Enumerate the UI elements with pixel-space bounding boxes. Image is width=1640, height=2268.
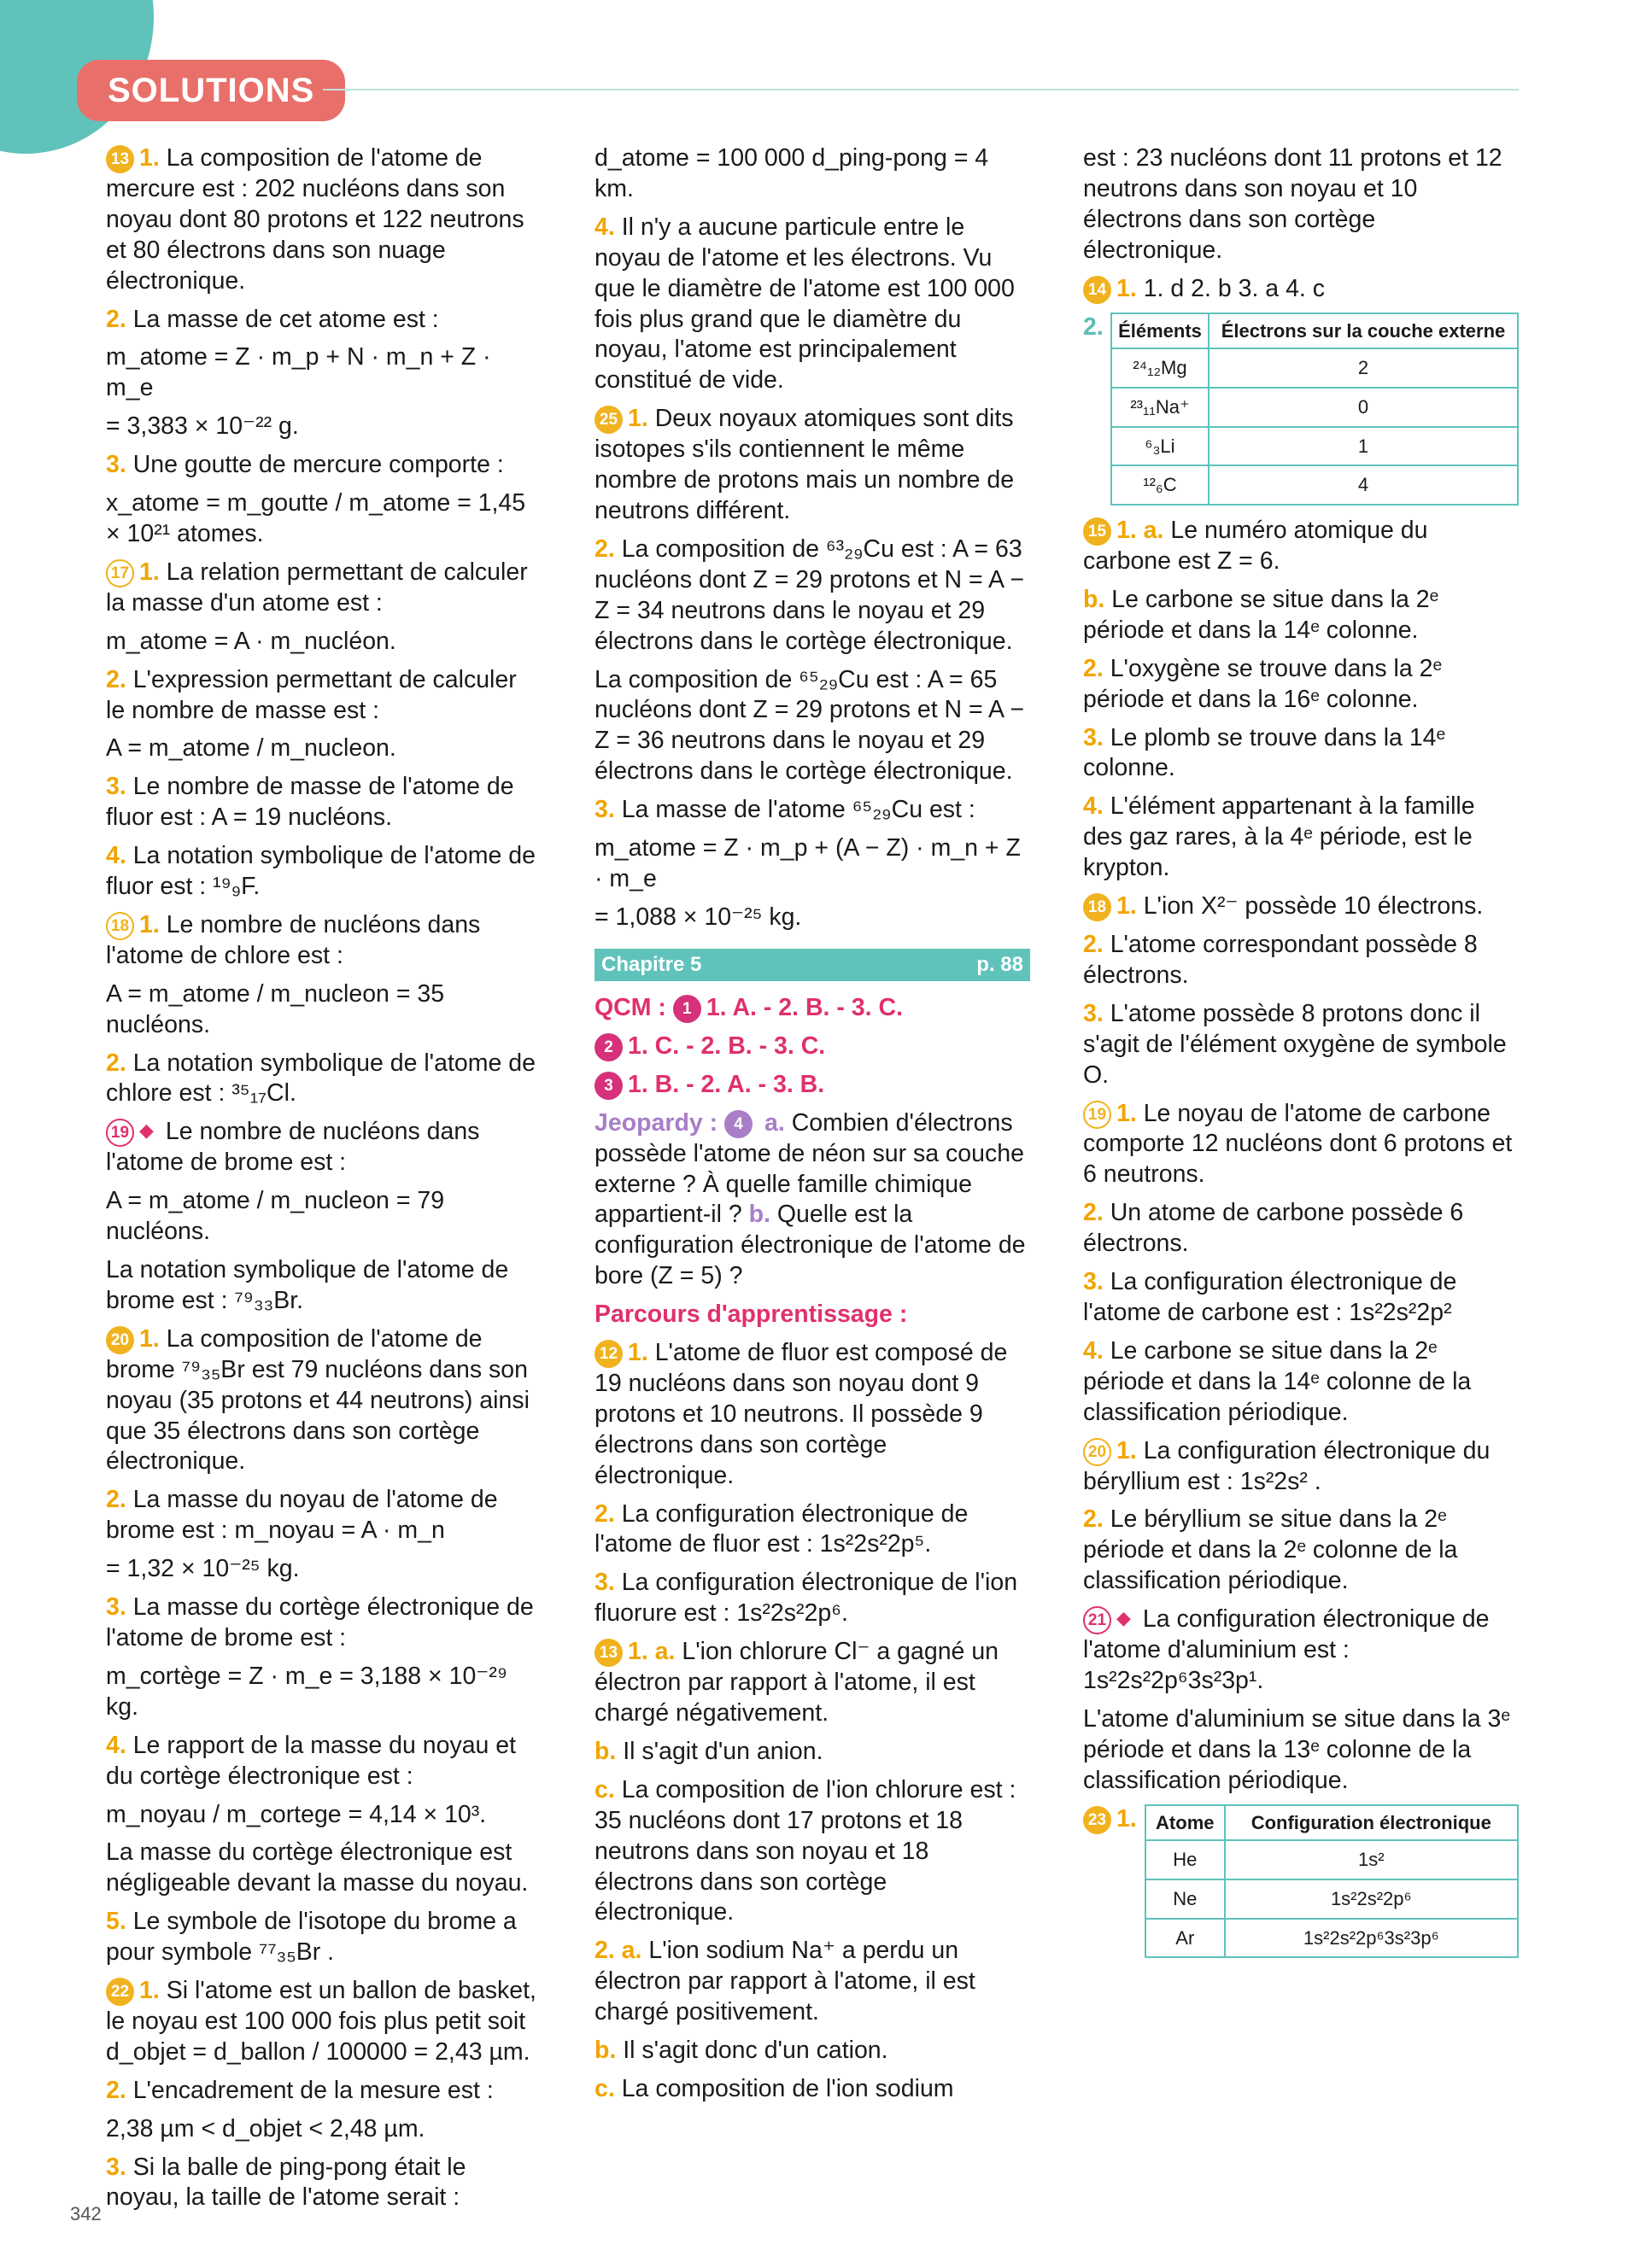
- jeopardy-paragraph: [594, 1108, 1030, 1292]
- question-number: 2.: [106, 305, 126, 333]
- solution-text: L'ion sodium Na⁺ a perdu un électron par rapport à l'atome, il est chargé positivement.: [594, 1937, 975, 2026]
- qcm-line-1: [594, 993, 1030, 1024]
- solution-text: Le nombre de masse de l'atome de fluor est : A = 19 nucléons.: [106, 773, 514, 832]
- table1-label: 2.: [1083, 313, 1104, 341]
- solution-text: m_cortège = Z · m_e = 3,188 × 10⁻²⁹ kg.: [106, 1662, 508, 1721]
- solution-paragraph: [106, 1049, 542, 1110]
- solution-text: m_atome = Z · m_p + N · m_n + Z · m_e: [106, 343, 491, 402]
- table-header: Éléments: [1111, 313, 1209, 349]
- solution-paragraph: [1083, 516, 1519, 577]
- table-cell: ¹²₆C: [1111, 465, 1209, 505]
- solution-text: Le nombre de nucléons dans l'atome de brome est :: [106, 1118, 480, 1177]
- table1-block: [1083, 313, 1519, 506]
- solution-text: Le rapport de la masse du noyau et du cortège électronique est :: [106, 1731, 517, 1790]
- qcm-line-3: [594, 1070, 1030, 1101]
- solution-text: L'oxygène se trouve dans la 2ᵉ période et dans la 16ᵉ colonne.: [1083, 654, 1443, 713]
- table-header: Électrons sur la couche externe: [1209, 313, 1518, 349]
- solution-paragraph: [106, 1593, 542, 1654]
- solution-text: La masse du cortège électronique est négligeable devant la masse du noyau.: [106, 1838, 529, 1897]
- question-number: 5.: [106, 1908, 126, 1936]
- solution-text: Il s'agit donc d'un cation.: [623, 2037, 888, 2065]
- solution-paragraph: [594, 1737, 1030, 1768]
- solution-paragraph: [594, 1637, 1030, 1729]
- solution-paragraph: [106, 1907, 542, 1968]
- exercise-number-badge: 13: [594, 1639, 623, 1667]
- solution-paragraph: [106, 305, 542, 336]
- solution-paragraph: [106, 910, 542, 972]
- solution-text: = 3,383 × 10⁻²² g.: [106, 412, 299, 441]
- solution-text: La composition de ⁶³₂₉Cu est : A = 63 nucléons dont Z = 29 protons et N = A − Z = 34 neutrons dans le noyau et 29 électrons dans le cortège électronique.: [594, 535, 1025, 655]
- solution-text: La relation permettant de calculer la masse d'un atome est :: [106, 558, 528, 617]
- chapter-title: Chapitre 5: [601, 952, 702, 976]
- question-number: 4.: [106, 842, 126, 870]
- question-number: 1.: [1116, 274, 1137, 302]
- solution-text: Le symbole de l'isotope du brome a pour symbole ⁷⁷₃₅Br .: [106, 1908, 517, 1967]
- solution-text: Si l'atome est un ballon de basket, le noyau est 100 000 fois plus petit soit d_objet = d_ballon / 100000 = 2,43 µm.: [106, 1977, 536, 2066]
- column-1: [106, 143, 542, 2221]
- table-row: [1111, 465, 1518, 505]
- question-number: 1.: [1116, 892, 1137, 921]
- header-rule: [323, 89, 1519, 91]
- question-number: 1.: [139, 910, 160, 938]
- solution-text: La notation symbolique de l'atome de chlore est : ³⁵₁₇Cl.: [106, 1049, 536, 1108]
- solution-paragraph: [1083, 1505, 1519, 1597]
- configuration-table: [1145, 1804, 1519, 1959]
- question-number: 1.: [139, 1324, 160, 1353]
- question-number: 1.: [628, 1339, 648, 1367]
- chapter-banner: [594, 949, 1030, 981]
- question-number: 2.: [1083, 1199, 1104, 1227]
- question-number: 2.: [594, 1499, 615, 1528]
- solution-paragraph: [1083, 891, 1519, 922]
- question-number: 2.: [1083, 654, 1104, 682]
- solution-paragraph: [1083, 999, 1519, 1091]
- solution-paragraph: [106, 1186, 542, 1248]
- qcm-answers: 1. B. - 2. A. - 3. B.: [628, 1070, 825, 1098]
- solution-paragraph: [1083, 1436, 1519, 1498]
- solution-text: Le carbone se situe dans la 2ᵉ période et dans la 14ᵉ colonne.: [1083, 585, 1439, 644]
- solution-text: Le carbone se situe dans la 2ᵉ période et dans la 14ᵉ colonne de la classification périodique.: [1083, 1336, 1472, 1426]
- solution-paragraph: [594, 143, 1030, 205]
- table-cell: 1: [1209, 427, 1518, 466]
- electron-table: [1110, 313, 1519, 506]
- solution-paragraph: [106, 1117, 542, 1178]
- table-cell: ²⁴₁₂Mg: [1111, 348, 1209, 388]
- solution-paragraph: [594, 1568, 1030, 1629]
- table-row: [1111, 427, 1518, 466]
- parcours-title: Parcours d'apprentissage :: [594, 1301, 908, 1329]
- solution-paragraph: [1083, 143, 1519, 266]
- jeopardy-a-text: Combien d'électrons possède l'atome de néon sur sa couche externe ? À quelle famille chimique appartient-il ?: [594, 1108, 1024, 1229]
- solution-text: Si la balle de ping-pong était le noyau, la taille de l'atome serait :: [106, 2153, 466, 2212]
- question-number: c.: [594, 2074, 615, 2102]
- solution-paragraph: [594, 213, 1030, 396]
- solution-paragraph: [106, 979, 542, 1041]
- question-number: 1.: [628, 405, 648, 433]
- qcm-number-badge: 2: [594, 1033, 623, 1061]
- solution-paragraph: [106, 627, 542, 658]
- exercise-number-badge: 23: [1083, 1806, 1111, 1834]
- question-number: 2. a.: [594, 1937, 642, 1965]
- question-number: c.: [594, 1775, 615, 1803]
- solution-paragraph: [594, 903, 1030, 933]
- table-cell: He: [1145, 1840, 1225, 1879]
- column-2-bottom: [594, 1338, 1030, 2105]
- solution-paragraph: [106, 772, 542, 833]
- solution-paragraph: [594, 535, 1030, 658]
- question-number: 2.: [106, 665, 126, 693]
- solution-text: est : 23 nucléons dont 11 protons et 12 neutrons dans son noyau et 10 électrons dans son cortège électronique.: [1083, 144, 1502, 264]
- qcm-answers: 1. A. - 2. B. - 3. C.: [706, 993, 903, 1021]
- question-number: 3.: [106, 773, 126, 801]
- table-cell: Ne: [1145, 1879, 1225, 1919]
- column-3-top: [1083, 143, 1519, 305]
- solution-paragraph: [594, 833, 1030, 895]
- table-row: [1111, 388, 1518, 427]
- question-number: 4.: [1083, 1336, 1104, 1365]
- solution-paragraph: [594, 1936, 1030, 2028]
- solution-text: La configuration électronique de l'ion fluorure est : 1s²2s²2p⁶.: [594, 1569, 1018, 1628]
- solution-text: L'atome correspondant possède 8 électrons.: [1083, 931, 1478, 989]
- exercise-number-badge: 14: [1083, 276, 1111, 304]
- solution-paragraph: [1083, 1605, 1519, 1697]
- solution-paragraph: [1083, 792, 1519, 884]
- solution-text: La configuration électronique de l'atome de carbone est : 1s²2s²2p²: [1083, 1268, 1457, 1326]
- solution-text: A = m_atome / m_nucleon = 79 nucléons.: [106, 1187, 445, 1246]
- exercise-number-badge: 17: [106, 559, 134, 587]
- question-number: 2.: [1083, 1505, 1104, 1534]
- solution-paragraph: [106, 1800, 542, 1831]
- question-number: 2.: [594, 535, 615, 563]
- solution-paragraph: [106, 665, 542, 727]
- solution-text: L'atome de fluor est composé de 19 nucléons dans son noyau dont 9 protons et 10 neutrons. Il possède 9 électrons dans son cortège électronique.: [594, 1339, 1008, 1489]
- question-number: 3.: [1083, 999, 1104, 1027]
- solution-text: L'ion X²⁻ possède 10 électrons.: [1143, 892, 1484, 921]
- table-cell: 2: [1209, 348, 1518, 388]
- question-number: 3.: [106, 1593, 126, 1622]
- qcm-number-badge: 3: [594, 1072, 623, 1100]
- solution-text: La masse du cortège électronique de l'atome de brome est :: [106, 1593, 534, 1651]
- solution-paragraph: [594, 404, 1030, 527]
- solution-paragraph: [594, 1338, 1030, 1492]
- solution-paragraph: [106, 1731, 542, 1792]
- question-number: 3.: [106, 2153, 126, 2181]
- solution-paragraph: [1083, 1336, 1519, 1429]
- solution-text: m_atome = A · m_nucléon.: [106, 627, 396, 655]
- solution-text: Le béryllium se situe dans la 2ᵉ période et dans la 2ᵉ colonne de la classification périodique.: [1083, 1505, 1458, 1595]
- solution-paragraph: [106, 2114, 542, 2145]
- solution-text: A = m_atome / m_nucleon.: [106, 734, 396, 763]
- solution-paragraph: [1083, 1267, 1519, 1329]
- solution-text: 1. d 2. b 3. a 4. c: [1143, 274, 1326, 302]
- solution-text: 2,38 µm < d_objet < 2,48 µm.: [106, 2114, 425, 2142]
- jeopardy-a-label: a.: [764, 1108, 785, 1137]
- solution-text: La masse du noyau de l'atome de brome est : m_noyau = A · m_n: [106, 1486, 498, 1545]
- solution-paragraph: [1083, 654, 1519, 716]
- solution-text: La masse de l'atome ⁶⁵₂₉Cu est :: [621, 796, 975, 824]
- solution-paragraph: [594, 1499, 1030, 1561]
- solution-text: La notation symbolique de l'atome de fluor est : ¹⁹₉F.: [106, 842, 536, 901]
- exercise-number-badge: 19: [1083, 1101, 1111, 1129]
- solution-paragraph: [106, 1554, 542, 1585]
- solution-text: Il n'y a aucune particule entre le noyau de l'atome et les électrons. Vu que le diamètre de l'atome est 100 000 fois plus grand que le diamètre du noyau, l'atome est principalement constitué de vide.: [594, 213, 1015, 395]
- solution-text: L'élément appartenant à la famille des gaz rares, à la 4ᵉ période, est le krypton.: [1083, 792, 1475, 882]
- table2-label: [1083, 1804, 1145, 1835]
- solution-text: L'atome possède 8 protons donc il s'agit de l'élément oxygène de symbole O.: [1083, 999, 1507, 1089]
- question-number: 4.: [1083, 792, 1104, 821]
- solution-text: Le numéro atomique du carbone est Z = 6.: [1083, 517, 1428, 576]
- solution-text: La composition de l'ion chlorure est : 35 nucléons dont 17 protons et 18 neutrons dans son noyau et 18 électrons dans son cortège électronique.: [594, 1775, 1016, 1926]
- question-number: 4.: [594, 213, 615, 241]
- question-number: 1.: [139, 144, 160, 172]
- solution-paragraph: [106, 1485, 542, 1546]
- question-number: 2.: [106, 1486, 126, 1514]
- question-number: 3.: [106, 451, 126, 479]
- table-row: [1145, 1919, 1518, 1958]
- column-3: [1083, 143, 1519, 1958]
- question-number: 2.: [1083, 931, 1104, 958]
- question-number: b.: [594, 2037, 617, 2065]
- question-number: 2.: [106, 1049, 126, 1077]
- table-header: Configuration électronique: [1225, 1805, 1518, 1841]
- table-cell: 1s²2s²2p⁶3s²3p⁶: [1225, 1919, 1518, 1958]
- solution-text: La composition de l'atome de brome ⁷⁹₃₅Br est 79 nucléons dans son noyau (35 protons et 44 neutrons) ainsi que 35 électrons dans son cortège électronique.: [106, 1324, 530, 1476]
- solution-text: = 1,32 × 10⁻²⁵ kg.: [106, 1555, 300, 1583]
- solution-text: d_atome = 100 000 d_ping-pong = 4 km.: [594, 144, 989, 202]
- question-number: 1.: [1116, 1099, 1137, 1127]
- solution-paragraph: [106, 488, 542, 550]
- solution-text: m_noyau / m_cortege = 4,14 × 10³.: [106, 1800, 487, 1828]
- qcm-line-2: [594, 1032, 1030, 1062]
- question-number: 3.: [594, 1569, 615, 1597]
- solution-paragraph: [106, 1976, 542, 2068]
- solution-paragraph: [1083, 585, 1519, 646]
- solution-paragraph: [106, 450, 542, 481]
- solution-paragraph: [106, 412, 542, 442]
- question-number: b.: [1083, 585, 1105, 613]
- solution-text: La configuration électronique de l'atome d'aluminium est : 1s²2s²2p⁶3s²3p¹.: [1083, 1605, 1490, 1694]
- table-header: Atome: [1145, 1805, 1225, 1841]
- solution-paragraph: [1083, 723, 1519, 785]
- solution-text: Le nombre de nucléons dans l'atome de chlore est :: [106, 910, 481, 969]
- solution-paragraph: [594, 2036, 1030, 2066]
- solution-paragraph: [106, 1324, 542, 1478]
- solution-paragraph: [1083, 1704, 1519, 1797]
- table-row: [1145, 1840, 1518, 1879]
- exercise-number-badge: 18: [1083, 893, 1111, 921]
- question-number: 1.: [139, 1977, 160, 2005]
- page-number: 342: [70, 2203, 102, 2224]
- table-cell: ²³₁₁Na⁺: [1111, 388, 1209, 427]
- table-cell: 1s²: [1225, 1840, 1518, 1879]
- solution-paragraph: [594, 1775, 1030, 1929]
- qcm-number-badge: 1: [673, 995, 701, 1023]
- solution-text: L'expression permettant de calculer le nombre de masse est :: [106, 665, 517, 724]
- solution-text: L'ion chlorure Cl⁻ a gagné un électron par rapport à l'atome, il est chargé négativement.: [594, 1638, 999, 1727]
- question-number: 4.: [106, 1731, 126, 1759]
- solution-text: La configuration électronique du béryllium est : 1s²2s² .: [1083, 1436, 1491, 1495]
- solution-paragraph: [106, 1662, 542, 1723]
- question-number: 1. a.: [628, 1638, 676, 1666]
- question-number: 1. a.: [1116, 517, 1164, 545]
- solution-paragraph: [594, 665, 1030, 788]
- solution-text: Il s'agit d'un anion.: [623, 1737, 823, 1765]
- solution-paragraph: [106, 841, 542, 903]
- exercise-number-badge: 20: [106, 1326, 134, 1354]
- question-number: 3.: [1083, 1268, 1104, 1296]
- qcm-label: QCM :: [594, 993, 666, 1021]
- column-2-top: [594, 143, 1030, 933]
- solution-paragraph: [1083, 1099, 1519, 1191]
- exercise-number-badge: 21: [1083, 1606, 1111, 1634]
- qcm-answers: 1. C. - 2. B. - 3. C.: [628, 1032, 826, 1060]
- solution-paragraph: [1083, 930, 1519, 991]
- solution-text: m_atome = Z · m_p + (A − Z) · m_n + Z · m_e: [594, 834, 1021, 892]
- solution-text: La composition de ⁶⁵₂₉Cu est : A = 65 nucléons dont Z = 29 protons et N = A − Z = 36 neutrons dans le noyau et 29 électrons dans le cortège électronique.: [594, 665, 1025, 786]
- table-row: [1111, 348, 1518, 388]
- solution-paragraph: [1083, 1198, 1519, 1260]
- exercise-number-badge: 25: [594, 406, 623, 434]
- table2-prefix: 1.: [1116, 1804, 1137, 1833]
- exercise-number-badge: 18: [106, 912, 134, 940]
- question-number: 1.: [1116, 1436, 1137, 1464]
- jeopardy-b-label: b.: [748, 1201, 770, 1229]
- exercise-number-badge: 13: [106, 145, 134, 173]
- jeopardy-b-text: Quelle est la configuration électronique de l'atome de bore (Z = 5) ?: [594, 1201, 1026, 1290]
- solution-text: Un atome de carbone possède 6 électrons.: [1083, 1199, 1464, 1258]
- exercise-number-badge: 19: [106, 1119, 134, 1147]
- exercise-number-badge: 20: [1083, 1438, 1111, 1466]
- solution-text: La composition de l'atome de mercure est : 202 nucléons dans son noyau dont 80 protons et 122 neutrons et 80 électrons dans son nuage électronique.: [106, 144, 524, 295]
- table-cell: ⁶₃Li: [1111, 427, 1209, 466]
- solution-paragraph: [106, 1838, 542, 1899]
- jeopardy-number-badge: 4: [724, 1110, 753, 1138]
- diamond-icon: ◆: [139, 1119, 154, 1142]
- jeopardy-label: Jeopardy :: [594, 1108, 718, 1137]
- question-number: 3.: [1083, 723, 1104, 751]
- diamond-icon: ◆: [1116, 1607, 1131, 1629]
- solution-paragraph: [106, 143, 542, 297]
- solution-text: x_atome = m_goutte / m_atome = 1,45 × 10²¹ atomes.: [106, 489, 526, 547]
- question-number: 2.: [106, 2076, 126, 2104]
- solution-paragraph: [1083, 274, 1519, 305]
- solution-text: A = m_atome / m_nucleon = 35 nucléons.: [106, 979, 445, 1038]
- table2-block: [1083, 1804, 1519, 1959]
- solution-paragraph: [594, 795, 1030, 826]
- solution-text: La configuration électronique de l'atome de fluor est : 1s²2s²2p⁵.: [594, 1499, 969, 1558]
- solution-text: Deux noyaux atomiques sont dits isotopes s'ils contiennent le même nombre de protons mais un nombre de neutrons différent.: [594, 405, 1015, 524]
- solution-text: Le plomb se trouve dans la 14ᵉ colonne.: [1083, 723, 1446, 782]
- solution-text: Le noyau de l'atome de carbone comporte 12 nucléons dont 6 protons et 6 neutrons.: [1083, 1099, 1513, 1189]
- table-cell: 1s²2s²2p⁶: [1225, 1879, 1518, 1919]
- table-row: [1145, 1879, 1518, 1919]
- solution-text: La notation symbolique de l'atome de brome est : ⁷⁹₃₃Br.: [106, 1256, 509, 1314]
- table-cell: 4: [1209, 465, 1518, 505]
- solution-paragraph: [106, 558, 542, 619]
- solution-paragraph: [106, 1255, 542, 1317]
- solution-text: La masse de cet atome est :: [132, 305, 439, 333]
- solution-text: L'atome d'aluminium se situe dans la 3ᵉ période et dans la 13ᵉ colonne de la classification périodique.: [1083, 1704, 1510, 1794]
- solution-paragraph: [594, 2074, 1030, 2105]
- solution-text: = 1,088 × 10⁻²⁵ kg.: [594, 903, 802, 931]
- solutions-header: SOLUTIONS: [77, 60, 345, 121]
- chapter-page: p. 88: [976, 952, 1023, 976]
- solution-text: Une goutte de mercure comporte :: [132, 451, 504, 479]
- exercise-number-badge: 12: [594, 1340, 623, 1368]
- exercise-number-badge: 22: [106, 1978, 134, 2006]
- solution-text: La composition de l'ion sodium: [621, 2074, 954, 2102]
- question-number: 1.: [139, 558, 160, 586]
- column-2: [594, 143, 1030, 2113]
- question-number: b.: [594, 1737, 617, 1765]
- table-cell: Ar: [1145, 1919, 1225, 1958]
- table-cell: 0: [1209, 388, 1518, 427]
- column-3-middle: [1083, 516, 1519, 1796]
- question-number: 3.: [594, 796, 615, 824]
- solution-text: L'encadrement de la mesure est :: [132, 2076, 494, 2104]
- solution-paragraph: [106, 2076, 542, 2107]
- solution-paragraph: [106, 342, 542, 404]
- solution-paragraph: [106, 2153, 542, 2214]
- solution-paragraph: [106, 734, 542, 764]
- exercise-number-badge: 15: [1083, 517, 1111, 546]
